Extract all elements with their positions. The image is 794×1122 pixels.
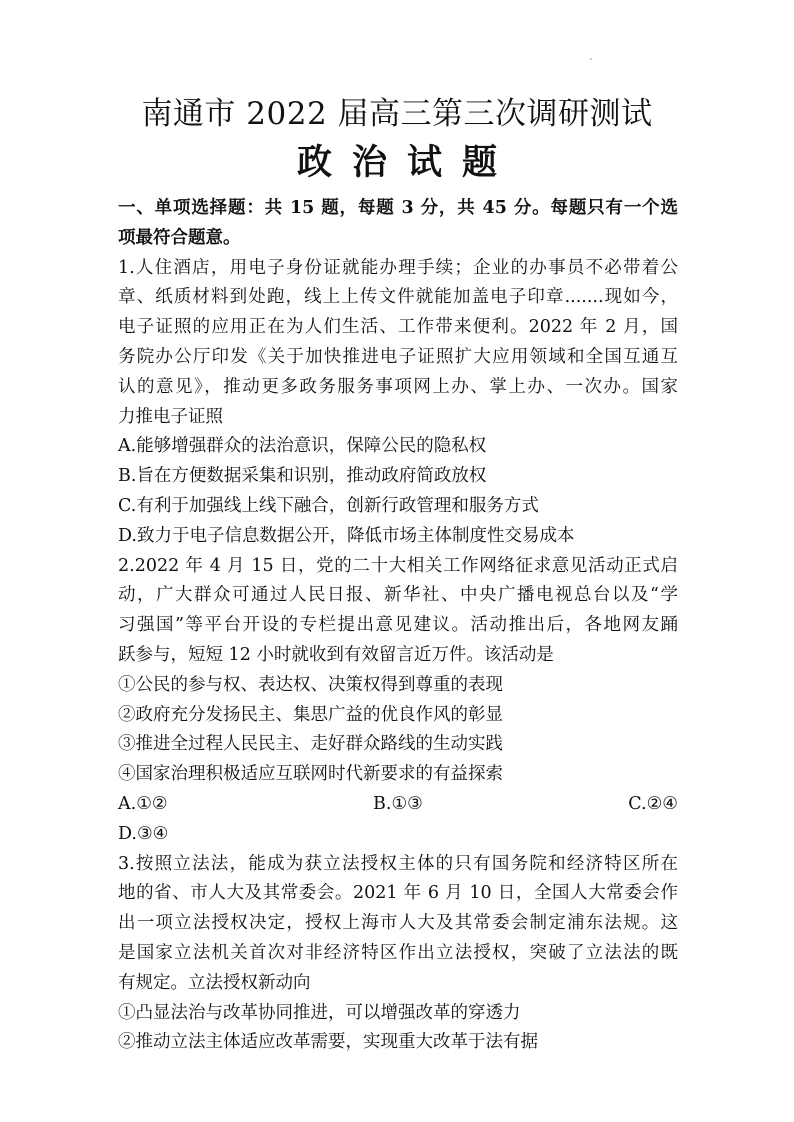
- section-heading: 一、单项选择题：共 15 题，每题 3 分，共 45 分。每题只有一个选: [118, 198, 678, 218]
- q2-stem-line: 2.2022 年 4 月 15 日，党的二十大相关工作网络征求意见活动正式启: [118, 555, 678, 576]
- q2-stem-line: 跃参与，短短 12 小时就收到有效留言近万件。该活动是: [118, 644, 554, 665]
- q2-choice-b: B.①③: [373, 793, 423, 814]
- q1-stem-line: 1.人住酒店，用电子身份证就能办理手续；企业的办事员不必带着公: [118, 257, 678, 278]
- q1-stem-line: 务院办公厅印发《关于加快推进电子证照扩大应用领域和全国互通互: [118, 346, 678, 367]
- q2-choice-d: D.③④: [118, 823, 169, 844]
- q1-option-d: D.致力于电子信息数据公开，降低市场主体制度性交易成本: [118, 525, 575, 546]
- q1-stem-line: 认的意见》，推动更多政务服务事项网上办、掌上办、一次办。国家: [118, 376, 678, 397]
- exam-title: 南通市 2022 届高三第三次调研测试: [141, 96, 653, 132]
- scan-speck: [590, 58, 592, 60]
- q1-option-c: C.有利于加强线上线下融合，创新行政管理和服务方式: [118, 495, 539, 516]
- exam-body: [118, 194, 678, 1058]
- section-heading-cont: 项最符合题意。: [118, 227, 241, 248]
- q2-choices-row: [118, 790, 678, 820]
- q1-option-b: B.旨在方便数据采集和识别，推动政府简政放权: [118, 466, 487, 487]
- q1-stem-line: 电子证照的应用正在为人们生活、工作带来便利。2022 年 2 月，国: [118, 317, 678, 338]
- q2-statement-4: ④国家治理积极适应互联网时代新要求的有益探索: [118, 764, 503, 785]
- q2-stem-line: 习强国”等平台开设的专栏提出意见建议。活动推出后，各地网友踊: [118, 615, 678, 636]
- q1-option-a: A.能够增强群众的法治意识，保障公民的隐私权: [118, 436, 487, 457]
- q1-stem-line: 章、纸质材料到处跑，线上上传文件就能加盖电子印章.......现如今，: [118, 287, 678, 308]
- q1-stem-line: 力推电子证照: [118, 406, 223, 427]
- q2-choice-a: A.①②: [118, 793, 168, 814]
- q3-stem-line: 有规定。立法授权新动向: [118, 972, 311, 993]
- q3-statement-1: ①凸显法治与改革协同推进，可以增强改革的穿透力: [118, 1002, 521, 1023]
- q2-statement-3: ③推进全过程人民民主、走好群众路线的生动实践: [118, 734, 503, 755]
- exam-subject-title: 政治试题: [296, 142, 517, 183]
- q3-stem-line: 出一项立法授权决定，授权上海市人大及其常委会制定浦东法规。这: [118, 913, 678, 934]
- q3-stem-line: 地的省、市人大及其常委会。2021 年 6 月 10 日，全国人大常委会作: [118, 883, 678, 904]
- q2-statement-1: ①公民的参与权、表达权、决策权得到尊重的表现: [118, 674, 503, 695]
- q3-stem-line: 3.按照立法法，能成为获立法授权主体的只有国务院和经济特区所在: [118, 853, 678, 874]
- q3-stem-line: 是国家立法机关首次对非经济特区作出立法授权，突破了立法法的既: [118, 942, 678, 963]
- q2-statement-2: ②政府充分发扬民主、集思广益的优良作风的彰显: [118, 704, 503, 725]
- q2-stem-line: 动，广大群众可通过人民日报、新华社、中央广播电视总台以及“学: [118, 585, 678, 606]
- q2-choice-c: C.②④: [628, 793, 678, 814]
- q3-statement-2: ②推动立法主体适应改革需要，实现重大改革于法有据: [118, 1032, 538, 1053]
